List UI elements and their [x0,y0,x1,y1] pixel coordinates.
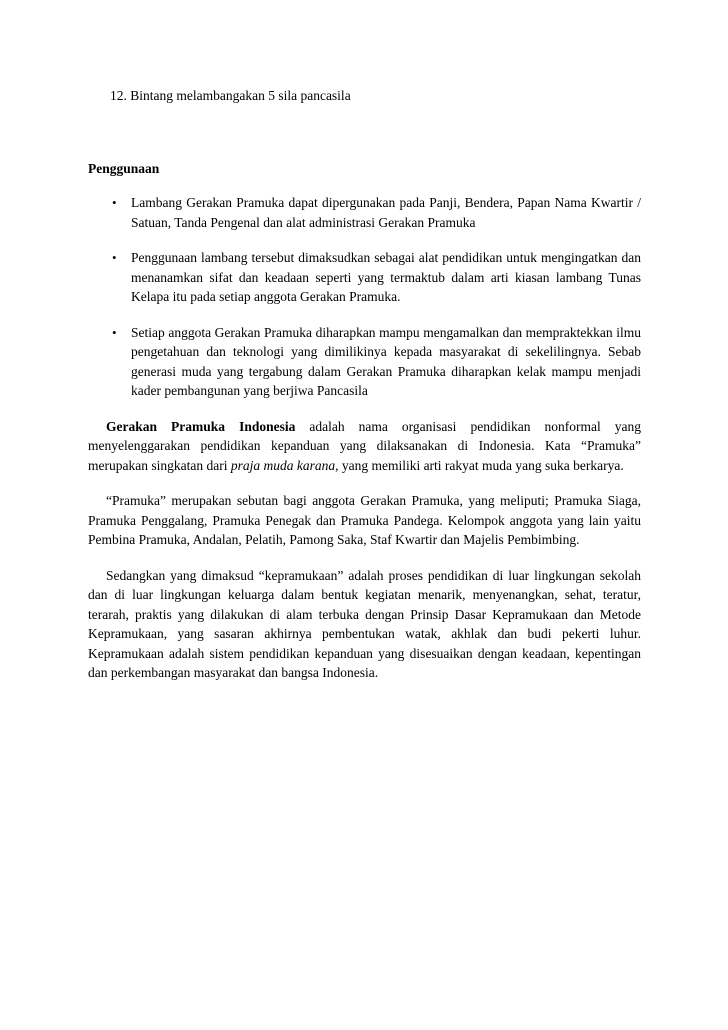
bullet-text: Setiap anggota Gerakan Pramuka diharapkan mampu mengamalkan dan mempraktekkan ilmu pengetahuan dan teknologi yang dimilikinya kepada masyarakat di sekelilingnya. Sebab generasi muda yang tergabung dalam Gerakan Pramuka diharapkan kelak mampu menjadi kader pembangunan yang berjiwa Pancasila [131,324,641,398]
bullet-text: Penggunaan lambang tersebut dimaksudkan sebagai alat pendidikan untuk mengingatkan dan menanamkan sifat dan keadaan seperti yang termaktub dalam arti kiasan lambang Tunas Kelapa itu pada setiap anggota Gerakan Pramuka. [131,250,641,304]
numbered-list-item: 12. Bintang melambangakan 5 sila pancasila [110,88,351,103]
bullet-list [88,193,641,401]
paragraph-gerakan-pramuka [88,417,641,476]
italic-term: praja muda karana [230,457,336,473]
bullet-icon: • [112,195,117,210]
bullet-icon: • [112,250,117,265]
section-heading: Penggunaan [88,160,160,176]
paragraph-kepramukaan-definition: Sedangkan yang dimaksud “kepramukaan” adalah proses pendidikan di luar lingkungan sekolah dan di luar lingkungan keluarga dalam bentuk kegiatan menarik, menyenangkan, sehat, teratur, terarah, praktis yang dilakukan di alam terbuka dengan Prinsip Dasar Kepramukaan dan Metode Kepramukaan, yang sasaran akhirnya pembentukan watak, akhlak dan budi pekerti luhur. Kepramukaan adalah sistem pendidikan kepanduan yang disesuaikan dengan keadaan, kepentingan dan perkembangan masyarakat dan bangsa Indonesia. [88,567,641,680]
bullet-item [88,323,641,401]
document-body [88,86,641,683]
bullet-item [88,248,641,307]
paragraph-pramuka-definition: “Pramuka” merupakan sebutan bagi anggota Gerakan Pramuka, yang meliputi; Pramuka Siaga, Pramuka Penggalang, Pramuka Penegak dan Pramuka Pandega. Kelompok anggota yang lain yaitu Pembina Pramuka, Andalan, Pelatih, Pamong Saka, Staf Kwartir dan Majelis Pembimbing. [88,493,641,547]
bullet-item [88,193,641,232]
bullet-text: Lambang Gerakan Pramuka dapat dipergunakan pada Panji, Bendera, Papan Nama Kwartir / Satuan, Tanda Pengenal dan alat administrasi Gerakan Pramuka [131,195,641,230]
paragraph-text: , yang memiliki arti rakyat muda yang suka berkarya. [335,457,624,473]
bold-lead-term: Gerakan Pramuka Indonesia [106,418,296,434]
bullet-icon: • [112,324,117,340]
paragraph-text: adalah nama organisasi pendidikan nonformal yang menyelenggarakan pendidikan kepanduan yang dilaksanakan di Indonesia. Kata “Pramuka” merupakan singkatan dari [88,418,641,473]
